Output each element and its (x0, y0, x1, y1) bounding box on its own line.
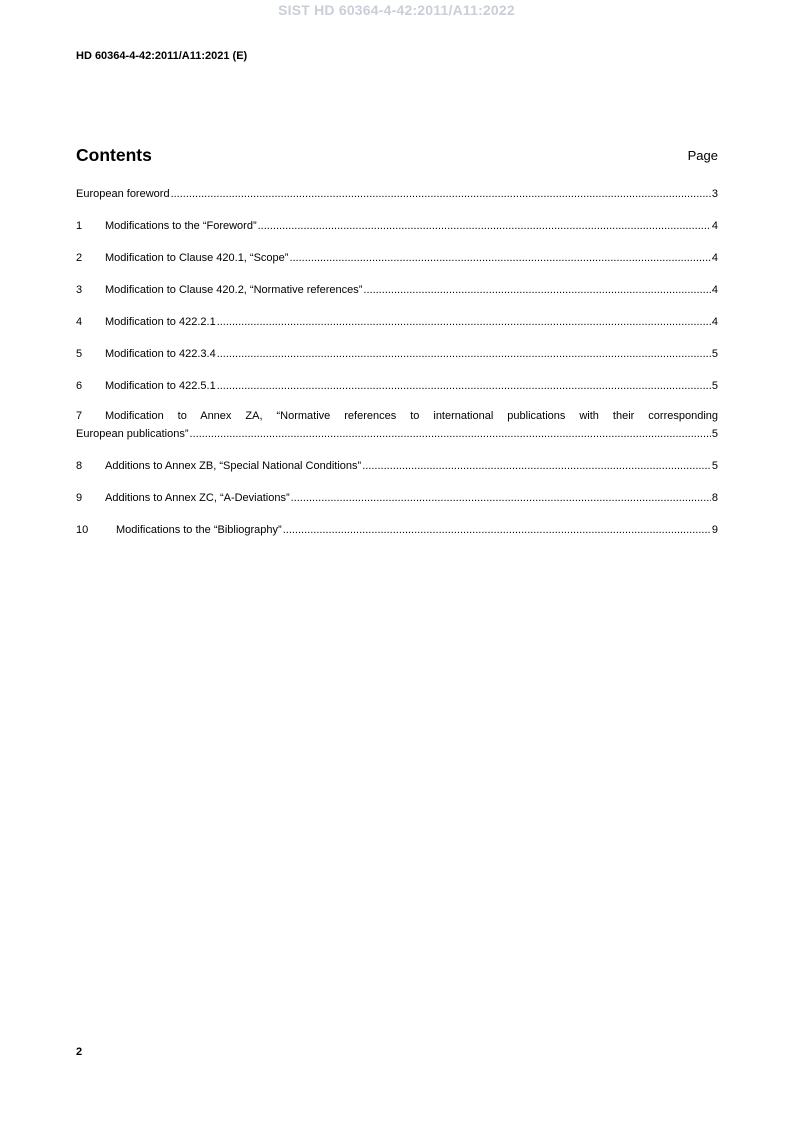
toc-entry-2[interactable] (76, 251, 718, 265)
toc-entry-title: European foreword (76, 188, 170, 200)
toc-entry-page: 4 (711, 220, 718, 232)
toc-leader-dots (283, 523, 711, 537)
toc-entry-number: 4 (76, 316, 83, 328)
toc-entry-title-continued: European publications” (76, 428, 189, 440)
toc-leader-dots (363, 283, 710, 297)
toc-leader-dots (171, 187, 711, 201)
toc-entry-title: Modifications to the “Foreword” (105, 220, 257, 232)
toc-entry-number: 2 (76, 252, 83, 264)
toc-entry-number: 10 (76, 524, 89, 536)
toc-leader-dots (190, 427, 711, 441)
toc-entry-page: 4 (711, 284, 718, 296)
toc-leader-dots (362, 459, 711, 473)
toc-entry-number: 3 (76, 284, 83, 296)
toc-leader-dots (217, 347, 711, 361)
toc-entry-title: Additions to Annex ZB, “Special National Conditions” (105, 460, 362, 472)
page-number: 2 (76, 1046, 83, 1058)
watermark: SIST HD 60364-4-42:2011/A11:2022 (278, 2, 515, 18)
toc-entry-7-line1[interactable] (76, 409, 718, 423)
toc-entry-title: Modifications to the “Bibliography” (116, 524, 282, 536)
toc-entry-number: 6 (76, 380, 83, 392)
toc-entry-title: Modification to Clause 420.2, “Normative references” (105, 284, 363, 296)
toc-entry-title: Modification to Annex ZA, “Normative references to international publications with their corresponding (105, 410, 718, 422)
toc-leader-dots (217, 315, 711, 329)
toc-entry-page: 5 (711, 460, 718, 472)
toc-entry-european-foreword[interactable] (76, 187, 718, 201)
toc-leader-dots (217, 379, 711, 393)
toc-entry-title: Modification to 422.5.1 (105, 380, 216, 392)
toc-entry-4[interactable] (76, 315, 718, 329)
toc-entry-6[interactable] (76, 379, 718, 393)
page-column-label: Page (687, 148, 718, 163)
toc-entry-page: 5 (711, 348, 718, 360)
toc-entry-page: 4 (711, 252, 718, 264)
toc-entry-number: 9 (76, 492, 83, 504)
toc-entry-title: Modification to 422.3.4 (105, 348, 216, 360)
toc-entry-title: Modification to Clause 420.1, “Scope” (105, 252, 289, 264)
toc-leader-dots (258, 219, 711, 233)
toc-entry-number: 5 (76, 348, 83, 360)
toc-entry-10[interactable] (76, 523, 718, 537)
toc-entry-5[interactable] (76, 347, 718, 361)
toc-entry-title: Modification to 422.2.1 (105, 316, 216, 328)
contents-title: Contents (76, 145, 152, 165)
toc-entry-number: 1 (76, 220, 83, 232)
toc-entry-page: 4 (711, 316, 718, 328)
contents-heading-row (76, 145, 718, 169)
toc-entry-page: 5 (711, 428, 718, 440)
toc-entry-number: 7 (76, 410, 83, 422)
toc-entry-3[interactable] (76, 283, 718, 297)
toc-entry-1[interactable] (76, 219, 718, 233)
document-header: HD 60364-4-42:2011/A11:2021 (E) (76, 50, 248, 62)
toc-leader-dots (291, 491, 711, 505)
toc-entry-7-line2[interactable] (76, 427, 718, 441)
toc-leader-dots (289, 251, 710, 265)
toc-entry-page: 8 (711, 492, 718, 504)
toc-entry-page: 3 (711, 188, 718, 200)
toc-entry-title: Additions to Annex ZC, “A-Deviations” (105, 492, 290, 504)
toc-entry-page: 5 (711, 380, 718, 392)
toc-entry-9[interactable] (76, 491, 718, 505)
toc-entry-page: 9 (711, 524, 718, 536)
toc-entry-number: 8 (76, 460, 83, 472)
toc-entry-8[interactable] (76, 459, 718, 473)
